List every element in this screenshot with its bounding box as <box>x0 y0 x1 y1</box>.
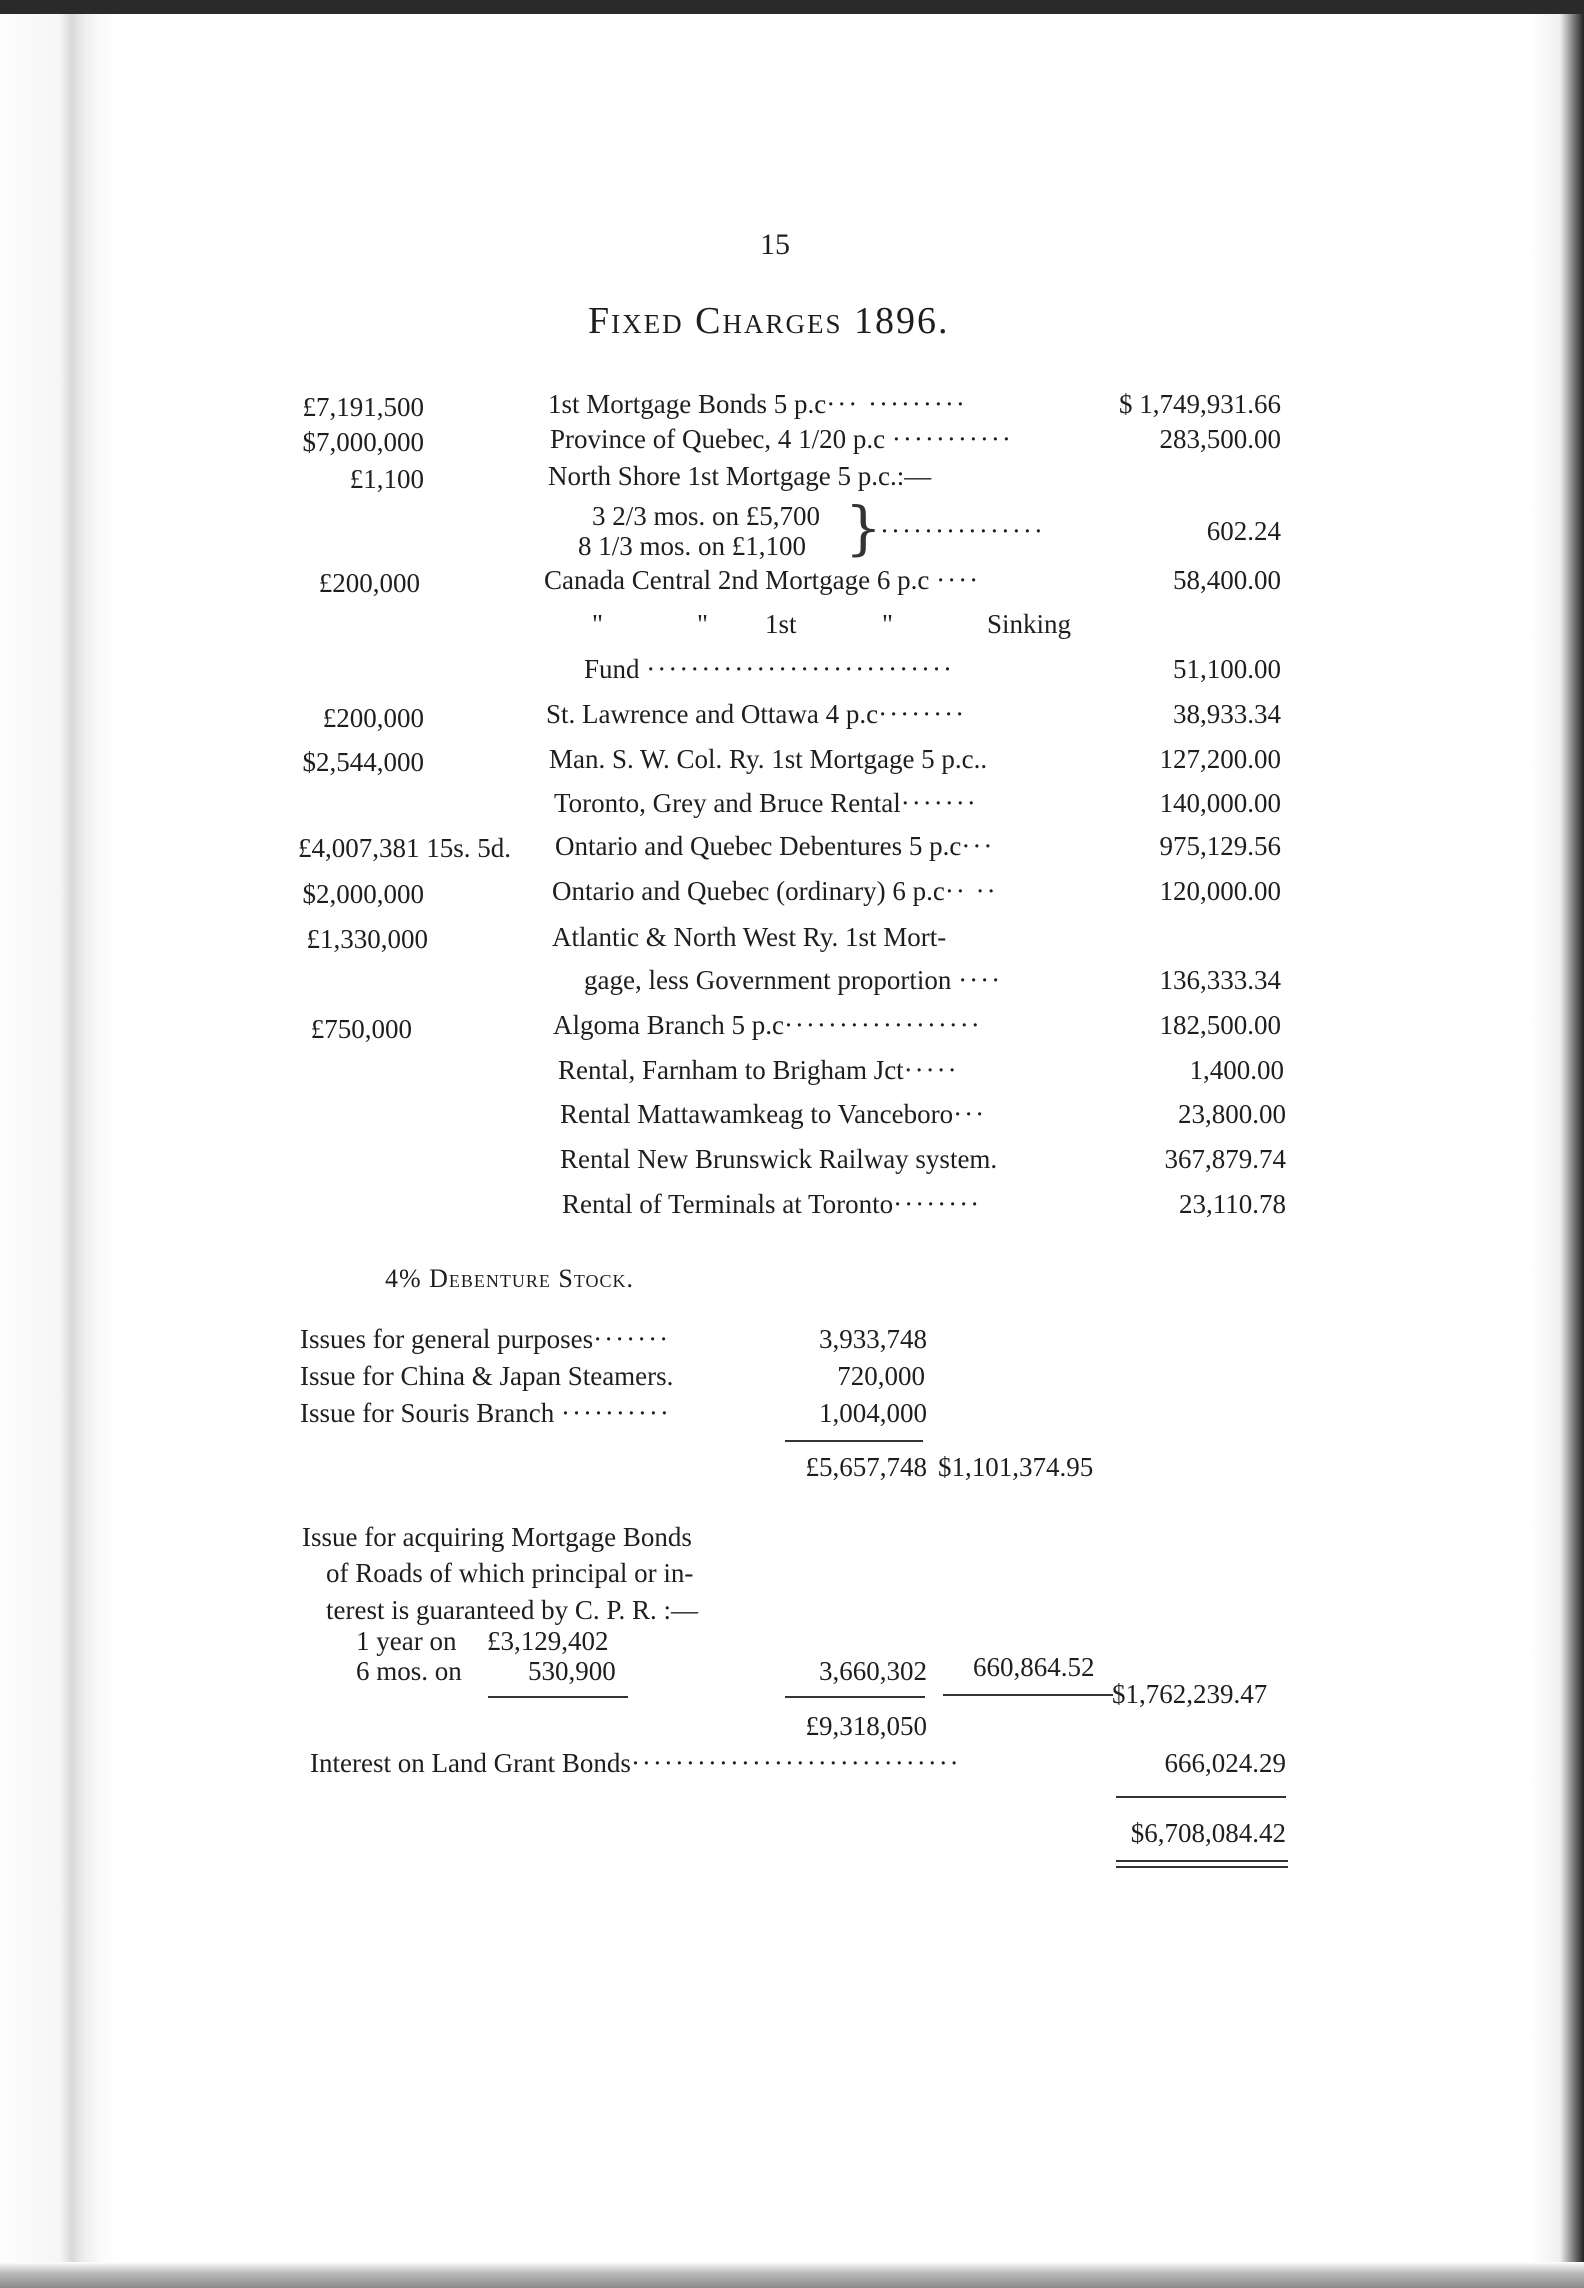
acquiring-sub-value: £3,129,402 <box>487 1626 609 1656</box>
row-value: 127,200.00 <box>1159 744 1281 774</box>
issue-label: Issues for general purposes······· <box>300 1324 671 1354</box>
acquiring-sub-label: 6 mos. on <box>356 1656 462 1686</box>
row-value: 23,110.78 <box>1179 1189 1286 1219</box>
row-amount: £1,100 <box>349 464 424 494</box>
row-description: Rental Mattawamkeag to Vanceboro··· <box>560 1099 987 1129</box>
row-amount: $2,000,000 <box>302 879 424 909</box>
row-value: 975,129.56 <box>1159 831 1281 861</box>
sum-rule <box>785 1696 925 1698</box>
acquiring-sub-label: 1 year on <box>356 1626 457 1656</box>
row-description: 1st Mortgage Bonds 5 p.c··· ········· <box>548 389 967 419</box>
land-grant-label: Interest on Land Grant Bonds······························ <box>310 1748 961 1778</box>
subtotal-sterling: £5,657,748 <box>805 1452 927 1482</box>
ditto-mark: " <box>592 609 604 639</box>
double-rule-top <box>1116 1860 1288 1862</box>
scan-top-border <box>0 0 1584 14</box>
land-grant-value: 666,024.29 <box>1164 1748 1286 1778</box>
row-description: gage, less Government proportion ···· <box>584 965 1003 995</box>
row-description: St. Lawrence and Ottawa 4 p.c········ <box>546 699 967 729</box>
acquiring-line: of Roads of which principal or in- <box>326 1558 694 1588</box>
row-description: Province of Quebec, 4 1/20 p.c ··········· <box>550 424 1013 454</box>
row-amount: $7,000,000 <box>302 427 424 457</box>
row-description: 1st <box>765 609 797 639</box>
row-description: Sinking <box>987 609 1072 639</box>
row-description: Rental, Farnham to Brigham Jct····· <box>558 1055 959 1085</box>
acquiring-dollars: 660,864.52 <box>973 1652 1095 1682</box>
row-value: 1,400.00 <box>1189 1055 1284 1085</box>
acquiring-line: terest is guaranteed by C. P. R. :— <box>326 1595 698 1625</box>
issue-label: Issue for China & Japan Steamers. <box>300 1361 674 1391</box>
row-description: Algoma Branch 5 p.c·················· <box>553 1010 982 1040</box>
row-description: Toronto, Grey and Bruce Rental······· <box>554 788 978 818</box>
issue-value: 3,933,748 <box>819 1324 927 1354</box>
scan-right-border <box>1530 14 1584 2264</box>
row-amount: £750,000 <box>310 1014 412 1044</box>
row-description: Man. S. W. Col. Ry. 1st Mortgage 5 p.c.. <box>549 744 988 774</box>
row-description: Ontario and Quebec (ordinary) 6 p.c·· ·· <box>552 876 998 906</box>
row-value: 38,933.34 <box>1173 699 1281 729</box>
sum-rule <box>785 1440 923 1442</box>
ditto-mark: " <box>882 609 894 639</box>
grand-sterling: £9,318,050 <box>805 1711 927 1741</box>
row-description: Fund ···························· <box>584 654 955 684</box>
row-amount: £7,191,500 <box>302 392 424 422</box>
issue-label: Issue for Souris Branch ·········· <box>300 1398 671 1428</box>
row-description: Ontario and Quebec Debentures 5 p.c··· <box>555 831 995 861</box>
scan-bottom-border <box>0 2262 1584 2288</box>
row-description: Canada Central 2nd Mortgage 6 p.c ···· <box>544 565 981 595</box>
section-heading: 4% Debenture Stock. <box>385 1264 635 1293</box>
book-gutter-shadow <box>0 14 118 2288</box>
page-title: Fixed Charges 1896. <box>588 300 950 342</box>
double-rule-bottom <box>1116 1866 1288 1868</box>
row-subitem: 3 2/3 mos. on £5,700 <box>592 501 821 531</box>
issue-value: 720,000 <box>837 1361 925 1391</box>
subtotal-dollars: $1,101,374.95 <box>938 1452 1094 1482</box>
row-value: 283,500.00 <box>1159 424 1281 454</box>
row-value: 602.24 <box>1206 516 1281 546</box>
row-amount: $2,544,000 <box>302 747 424 777</box>
acquiring-line: Issue for acquiring Mortgage Bonds <box>302 1522 692 1552</box>
row-description: Rental New Brunswick Railway system. <box>560 1144 998 1174</box>
row-value: 367,879.74 <box>1164 1144 1286 1174</box>
row-leader: ··············· <box>880 516 1045 546</box>
row-description: North Shore 1st Mortgage 5 p.c.:— <box>548 461 932 491</box>
row-amount: £200,000 <box>318 568 420 598</box>
row-amount: £1,330,000 <box>306 924 428 954</box>
row-value: 23,800.00 <box>1178 1099 1286 1129</box>
grand-total: $6,708,084.42 <box>1130 1818 1286 1848</box>
row-amount: £200,000 <box>322 703 424 733</box>
debenture-total: $1,762,239.47 <box>1112 1679 1268 1709</box>
issue-value: 1,004,000 <box>819 1398 927 1428</box>
row-value: 182,500.00 <box>1159 1010 1281 1040</box>
row-value: 120,000.00 <box>1159 876 1281 906</box>
row-value: 140,000.00 <box>1159 788 1281 818</box>
row-subitem: 8 1/3 mos. on £1,100 <box>578 531 807 561</box>
sub-rule <box>488 1696 628 1698</box>
row-description: Atlantic & North West Ry. 1st Mort- <box>552 922 947 952</box>
row-value: $ 1,749,931.66 <box>1119 389 1281 419</box>
ditto-mark: " <box>697 609 709 639</box>
brace: } <box>845 494 882 562</box>
row-value: 58,400.00 <box>1173 565 1281 595</box>
row-value: 136,333.34 <box>1159 965 1281 995</box>
row-value: 51,100.00 <box>1173 654 1281 684</box>
total-rule <box>1116 1796 1286 1798</box>
sum-rule <box>943 1694 1113 1696</box>
row-description: Rental of Terminals at Toronto········ <box>562 1189 982 1219</box>
page-number: 15 <box>760 228 790 261</box>
acquiring-sub-value: 530,900 <box>528 1656 616 1686</box>
acquiring-sterling: 3,660,302 <box>819 1656 927 1686</box>
row-amount: £4,007,381 15s. 5d. <box>298 833 512 863</box>
